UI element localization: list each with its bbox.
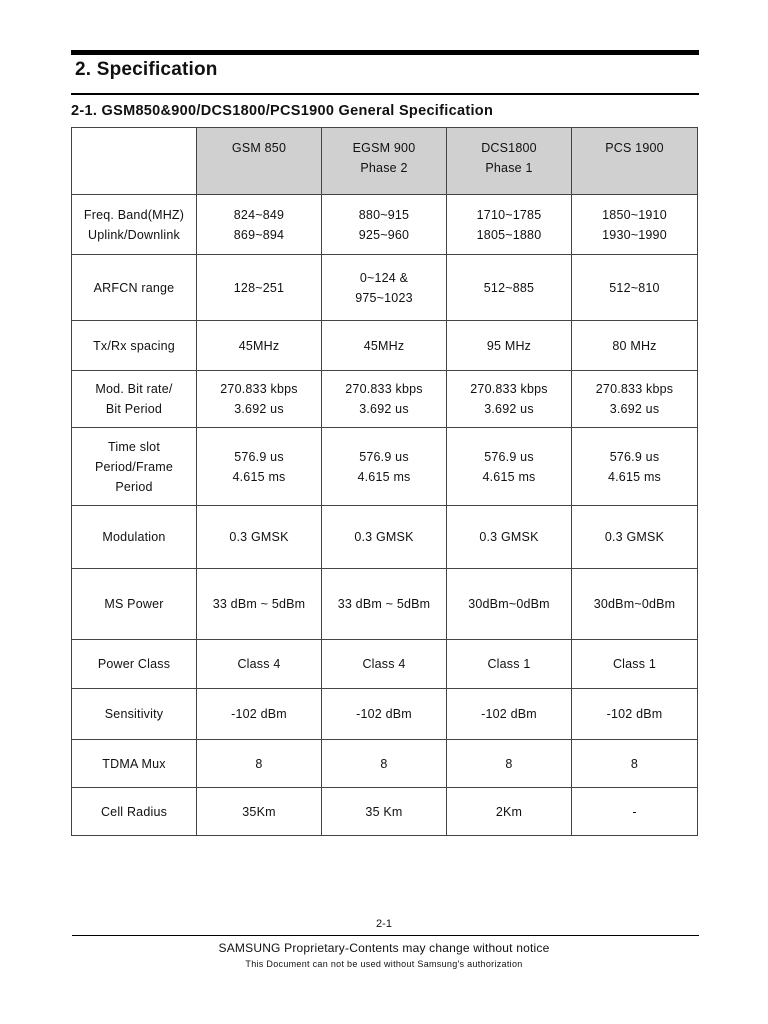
- row-label: Mod. Bit rate/ Bit Period: [72, 371, 197, 428]
- table-cell: 270.833 kbps 3.692 us: [572, 371, 698, 428]
- table-row: [72, 740, 698, 788]
- table-row: [72, 788, 698, 836]
- table-cell: -: [572, 788, 698, 836]
- table-cell: 0.3 GMSK: [572, 506, 698, 569]
- row-label: Modulation: [72, 506, 197, 569]
- table-cell: Class 4: [197, 640, 322, 689]
- table-cell: 30dBm~0dBm: [447, 569, 572, 640]
- table-cell: -102 dBm: [572, 689, 698, 740]
- section-title: 2-1. GSM850&900/DCS1800/PCS1900 General Specification: [71, 103, 494, 119]
- table-row: [72, 506, 698, 569]
- table-cell: 576.9 us 4.615 ms: [447, 428, 572, 506]
- footer-rule: [72, 935, 699, 936]
- table-cell: Class 4: [322, 640, 447, 689]
- table-cell: 270.833 kbps 3.692 us: [197, 371, 322, 428]
- table-cell: 128~251: [197, 255, 322, 321]
- table-cell: 1850~1910 1930~1990: [572, 195, 698, 255]
- row-label: TDMA Mux: [72, 740, 197, 788]
- table-cell: 0.3 GMSK: [197, 506, 322, 569]
- table-cell: 2Km: [447, 788, 572, 836]
- title-rule: [71, 93, 699, 95]
- row-label: Freq. Band(MHZ) Uplink/Downlink: [72, 195, 197, 255]
- spec-table: [71, 127, 698, 836]
- table-cell: 45MHz: [197, 321, 322, 371]
- table-cell: 270.833 kbps 3.692 us: [447, 371, 572, 428]
- row-label: MS Power: [72, 569, 197, 640]
- row-label: Cell Radius: [72, 788, 197, 836]
- table-cell: 576.9 us 4.615 ms: [572, 428, 698, 506]
- table-row: [72, 689, 698, 740]
- table-cell: Class 1: [572, 640, 698, 689]
- page-title: 2. Specification: [75, 59, 218, 80]
- table-row: [72, 569, 698, 640]
- table-cell: Class 1: [447, 640, 572, 689]
- table-cell: 512~885: [447, 255, 572, 321]
- table-row: [72, 195, 698, 255]
- table-cell: -102 dBm: [322, 689, 447, 740]
- table-cell: 80 MHz: [572, 321, 698, 371]
- table-cell: 95 MHz: [447, 321, 572, 371]
- table-cell: 8: [197, 740, 322, 788]
- table-cell: 30dBm~0dBm: [572, 569, 698, 640]
- table-cell: 33 dBm ~ 5dBm: [197, 569, 322, 640]
- table-cell: 33 dBm ~ 5dBm: [322, 569, 447, 640]
- table-cell: 270.833 kbps 3.692 us: [322, 371, 447, 428]
- row-label: ARFCN range: [72, 255, 197, 321]
- table-cell: 512~810: [572, 255, 698, 321]
- row-label: Sensitivity: [72, 689, 197, 740]
- table-cell: 0.3 GMSK: [447, 506, 572, 569]
- table-cell: -102 dBm: [197, 689, 322, 740]
- table-row: [72, 428, 698, 506]
- header-cell: DCS1800 Phase 1: [447, 128, 572, 195]
- table-row: [72, 321, 698, 371]
- row-label: Power Class: [72, 640, 197, 689]
- table-cell: 8: [572, 740, 698, 788]
- table-cell: 0.3 GMSK: [322, 506, 447, 569]
- footer-notice: SAMSUNG Proprietary-Contents may change without notice: [218, 941, 550, 955]
- row-label: Time slot Period/Frame Period: [72, 428, 197, 506]
- top-rule: [71, 50, 699, 55]
- table-cell: 576.9 us 4.615 ms: [322, 428, 447, 506]
- header-cell: GSM 850: [197, 128, 322, 195]
- table-cell: 8: [322, 740, 447, 788]
- table-cell: 824~849 869~894: [197, 195, 322, 255]
- table-cell: 8: [447, 740, 572, 788]
- table-cell: -102 dBm: [447, 689, 572, 740]
- row-label: Tx/Rx spacing: [72, 321, 197, 371]
- footer-authorization: This Document can not be used without Samsung's authorization: [245, 959, 523, 969]
- table-cell: 1710~1785 1805~1880: [447, 195, 572, 255]
- table-cell: 0~124 & 975~1023: [322, 255, 447, 321]
- table-cell: 576.9 us 4.615 ms: [197, 428, 322, 506]
- table-cell: 45MHz: [322, 321, 447, 371]
- page-number: 2-1: [376, 918, 392, 930]
- table-cell: 35Km: [197, 788, 322, 836]
- table-row: [72, 640, 698, 689]
- table-row: [72, 371, 698, 428]
- header-cell: PCS 1900: [572, 128, 698, 195]
- table-cell: 35 Km: [322, 788, 447, 836]
- table-row: [72, 255, 698, 321]
- table-header-row: [72, 128, 698, 195]
- table-cell: 880~915 925~960: [322, 195, 447, 255]
- header-cell: [72, 128, 197, 195]
- header-cell: EGSM 900 Phase 2: [322, 128, 447, 195]
